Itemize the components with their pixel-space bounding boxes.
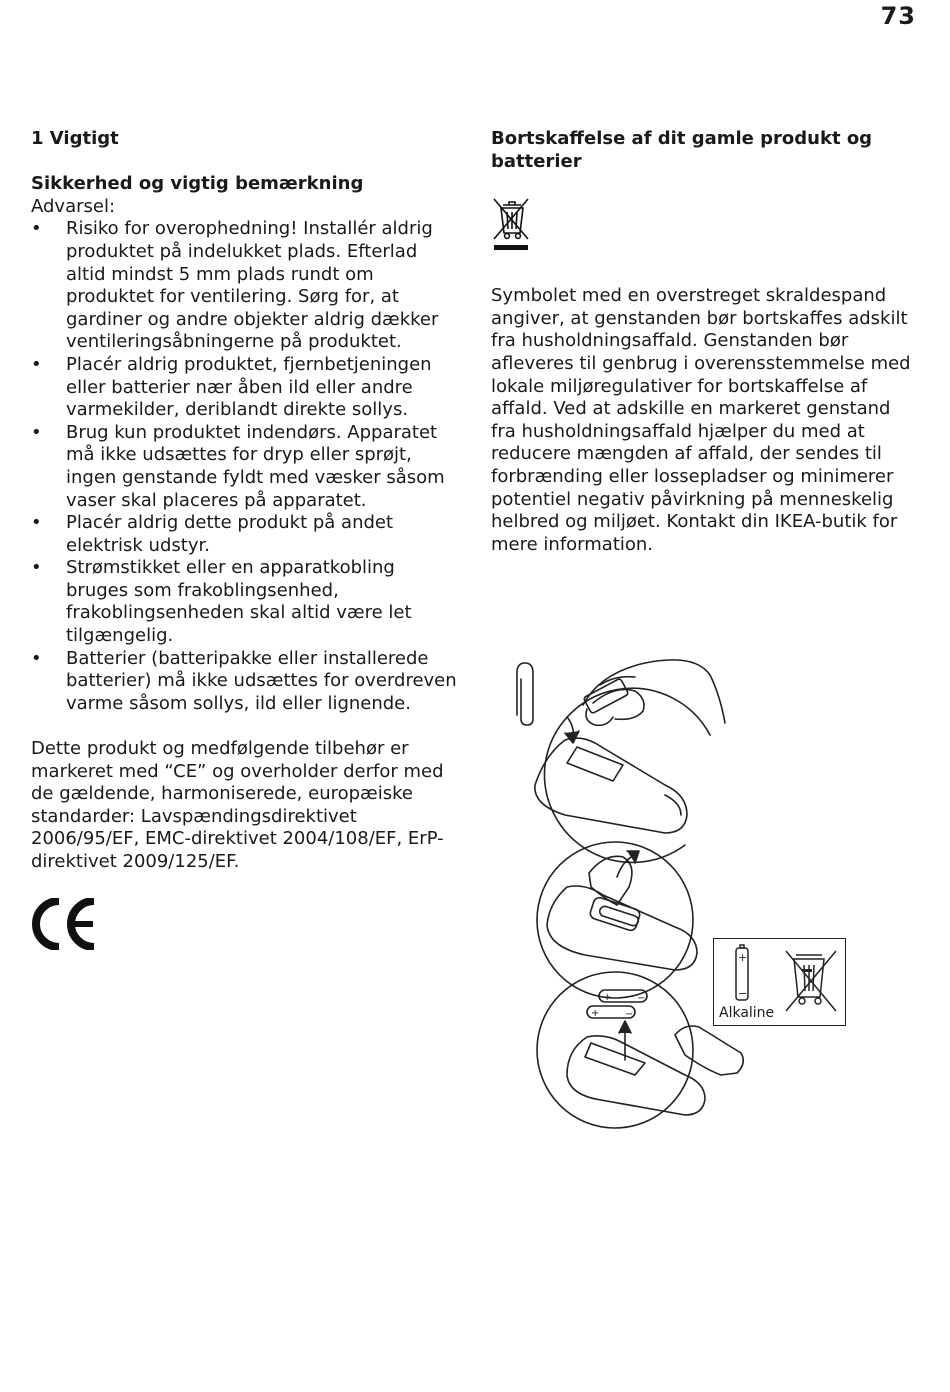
remote-battery-replacement-illustration bbox=[505, 655, 865, 1135]
list-item: • Batterier (batteripakke eller installerede batterier) må ikke udsættes for overdreven varme såsom sollys, ild eller lignende. bbox=[31, 648, 461, 716]
svg-text:+: + bbox=[591, 1008, 600, 1019]
warning-label: Advarsel: bbox=[31, 195, 116, 217]
svg-text:+: + bbox=[603, 992, 612, 1003]
battery-minus-label: − bbox=[738, 987, 748, 1000]
list-item: • Placér aldrig produktet, fjernbetjeningen eller batterier nær åben ild eller andre varmekilder, deriblandt direkte sollys. bbox=[31, 354, 461, 422]
battery-plus-label: + bbox=[738, 951, 748, 964]
svg-text:−: − bbox=[637, 993, 646, 1004]
ce-paragraph: Dette produkt og medfølgende tilbehør er markeret med “CE” og overholder derfor med de gældende, harmoniserede, europæiske standarder: Lavspændingsdirektivet 2006/95/EF, EMC-direktivet 2004/108/EF, ErP-direktivet 2009/125/EF. bbox=[31, 738, 444, 872]
disposal-heading: Bortskaffelse af dit gamle produkt og batterier bbox=[491, 128, 873, 172]
left-column bbox=[31, 128, 461, 950]
disposal-paragraph: Symbolet med en overstreget skraldespand angiver, at genstanden bør bortskaffes adskilt fra husholdningsaffald. Genstanden bør afleveres til genbrug i overensstemmelse med lokale miljøregulativer for bortskaffelse af affald. Ved at adskille en markeret genstand fra husholdningsaffald hjælper du med at reducere mængden af affald, der sendes til forbrænding eller lossepladser og minimerer potentiel negativ påvirkning på menneskelig helbred og miljøet. Kontakt din IKEA-butik for mere information. bbox=[491, 285, 911, 555]
list-item: • Strømstikket eller en apparatkobling bruges som frakoblingsenhed, frakoblingsenheden skal altid være let tilgængelig. bbox=[31, 557, 461, 647]
warning-list bbox=[31, 218, 461, 715]
page-number: 73 bbox=[880, 2, 916, 30]
crossed-out-bin-icon bbox=[491, 195, 531, 251]
svg-text:−: − bbox=[625, 1009, 634, 1020]
list-item: • Brug kun produktet indendørs. Apparatet må ikke udsættes for dryp eller sprøjt, ingen genstande fyldt med væsker såsom vaser skal placeres på apparatet. bbox=[31, 422, 461, 512]
section-title: 1 Vigtigt bbox=[31, 128, 119, 149]
right-column bbox=[491, 128, 911, 556]
list-item: • Placér aldrig dette produkt på andet elektrisk udstyr. bbox=[31, 512, 461, 557]
ce-mark-icon bbox=[31, 898, 97, 950]
safety-heading: Sikkerhed og vigtig bemærkning bbox=[31, 173, 364, 195]
battery-type-label: Alkaline bbox=[719, 1005, 775, 1021]
battery-disposal-box bbox=[713, 938, 846, 1026]
list-item: • Risiko for overophedning! Installér aldrig produktet på indelukket plads. Efterlad altid mindst 5 mm plads rundt om produktet for ventilering. Sørg for, at gardiner og andre objekter aldrig dækker ventileringsåbningerne på produktet. bbox=[31, 218, 461, 354]
